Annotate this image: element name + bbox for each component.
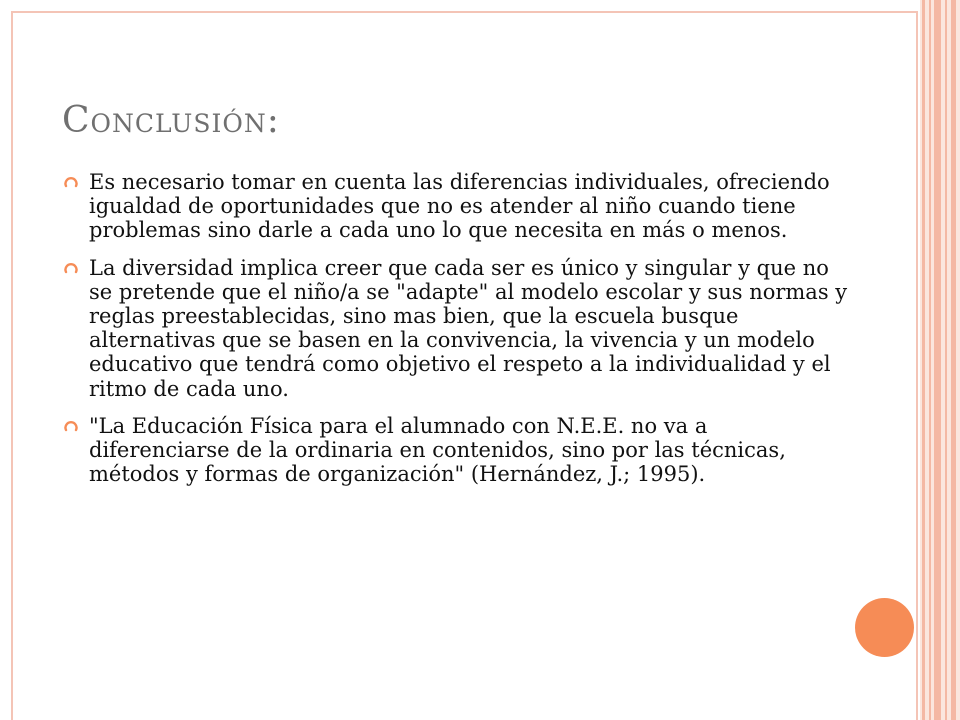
slide-title: Conclusión: [62,100,280,141]
bullet-item [62,414,852,487]
decorative-stripes [920,0,960,720]
horseshoe-bullet-icon [62,416,80,434]
orange-circle-decoration [855,598,914,657]
bullet-item [62,170,852,243]
horseshoe-bullet-icon [62,258,80,276]
bullet-text: La diversidad implica creer que cada ser es único y singular y que no se pretende que el niño/a se "adapte" al modelo escolar y sus normas y reglas preestablecidas, sino mas bien, que la escuela busque alternativas que se basen en la convivencia, la vivencia y un modelo educativo que tendrá como objetivo el respeto a la individualidad y el ritmo de cada uno. [89,255,848,401]
horseshoe-bullet-icon [62,172,80,190]
bullet-list [62,170,852,499]
bullet-text: "La Educación Física para el alumnado con N.E.E. no va a diferenciarse de la ordinaria en contenidos, sino por las técnicas, métodos y formas de organización" (Hernández, J.; 1995). [89,413,786,487]
bullet-text: Es necesario tomar en cuenta las diferencias individuales, ofreciendo igualdad de oportunidades que no es atender al niño cuando tiene problemas sino darle a cada uno lo que necesita en más o menos. [89,170,830,243]
bullet-item [62,256,852,401]
